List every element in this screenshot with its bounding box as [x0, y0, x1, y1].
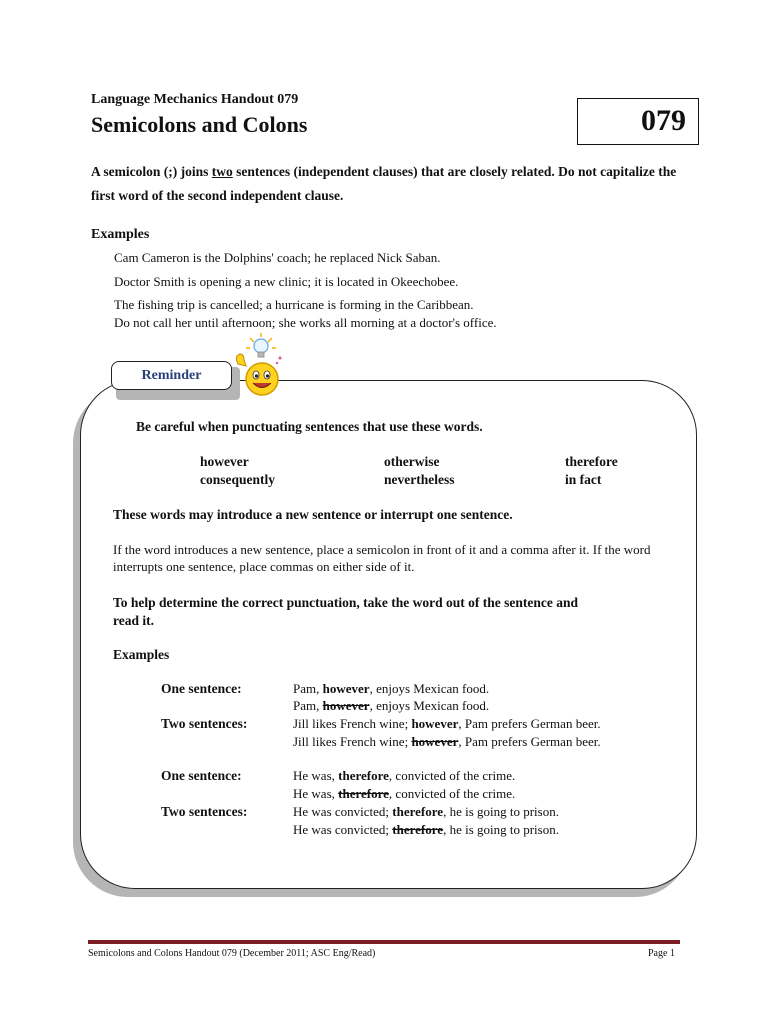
- examples-heading: Examples: [91, 227, 150, 242]
- page-title: Semicolons and Colons: [91, 112, 308, 137]
- example-line: Cam Cameron is the Dolphins' coach; he replaced Nick Saban.: [114, 250, 441, 265]
- reminder-tab: Reminder: [111, 361, 232, 390]
- smiley-lightbulb-icon: [228, 332, 288, 400]
- footer-citation: Semicolons and Colons Handout 079 (December 2011; ASC Eng/Read): [88, 948, 376, 959]
- transition-word: otherwise: [384, 454, 440, 469]
- may-introduce-heading: These words may introduce a new sentence or interrupt one sentence.: [113, 507, 513, 522]
- transition-word: therefore: [565, 454, 618, 469]
- footer-divider: [88, 940, 680, 944]
- example-sentence: He was convicted; therefore, he is going to prison.: [293, 804, 559, 819]
- intro-paragraph: A semicolon (;) joins two sentences (independent clauses) that are closely related. Do not capitalize the first word of the second independent clause.: [91, 164, 677, 203]
- example-sentence-struck: Pam, however, enjoys Mexican food.: [293, 698, 490, 713]
- transition-word: however: [200, 454, 249, 469]
- underlined-two: two: [211, 164, 233, 179]
- example-sentence: He was, therefore, convicted of the crime.: [293, 768, 516, 783]
- help-tip: To help determine the correct punctuation, take the word out of the sentence and read it.: [113, 595, 578, 628]
- label-one-sentence: One sentence:: [161, 768, 242, 783]
- transition-word: nevertheless: [384, 472, 455, 487]
- label-two-sentences: Two sentences:: [161, 804, 248, 819]
- example-line: Do not call her until afternoon; she works all morning at a doctor's office.: [114, 315, 497, 330]
- example-sentence: Jill likes French wine; however, Pam prefers German beer.: [293, 716, 601, 731]
- page-number: Page 1: [648, 948, 675, 959]
- label-one-sentence: One sentence:: [161, 681, 242, 696]
- example-sentence-struck: Jill likes French wine; however, Pam prefers German beer.: [293, 734, 601, 749]
- punctuation-rule-paragraph: If the word introduces a new sentence, place a semicolon in front of it and a comma after it. If the word interrupts one sentence, place commas on either side of it.: [113, 542, 651, 574]
- example-sentence-struck: He was convicted; therefore, he is going to prison.: [293, 822, 559, 837]
- careful-instruction: Be careful when punctuating sentences that use these words.: [136, 419, 483, 434]
- handout-subtitle: Language Mechanics Handout 079: [91, 92, 299, 107]
- example-sentence-struck: He was, therefore, convicted of the crime.: [293, 786, 516, 801]
- transition-word: consequently: [200, 472, 276, 487]
- transition-word: in fact: [565, 472, 602, 487]
- handout-number-box: 079: [577, 98, 699, 145]
- example-line: The fishing trip is cancelled; a hurricane is forming in the Caribbean.: [114, 297, 474, 312]
- example-sentence: Pam, however, enjoys Mexican food.: [293, 681, 490, 696]
- reminder-examples-heading: Examples: [113, 647, 170, 662]
- example-line: Doctor Smith is opening a new clinic; it is located in Okeechobee.: [114, 274, 459, 289]
- label-two-sentences: Two sentences:: [161, 716, 248, 731]
